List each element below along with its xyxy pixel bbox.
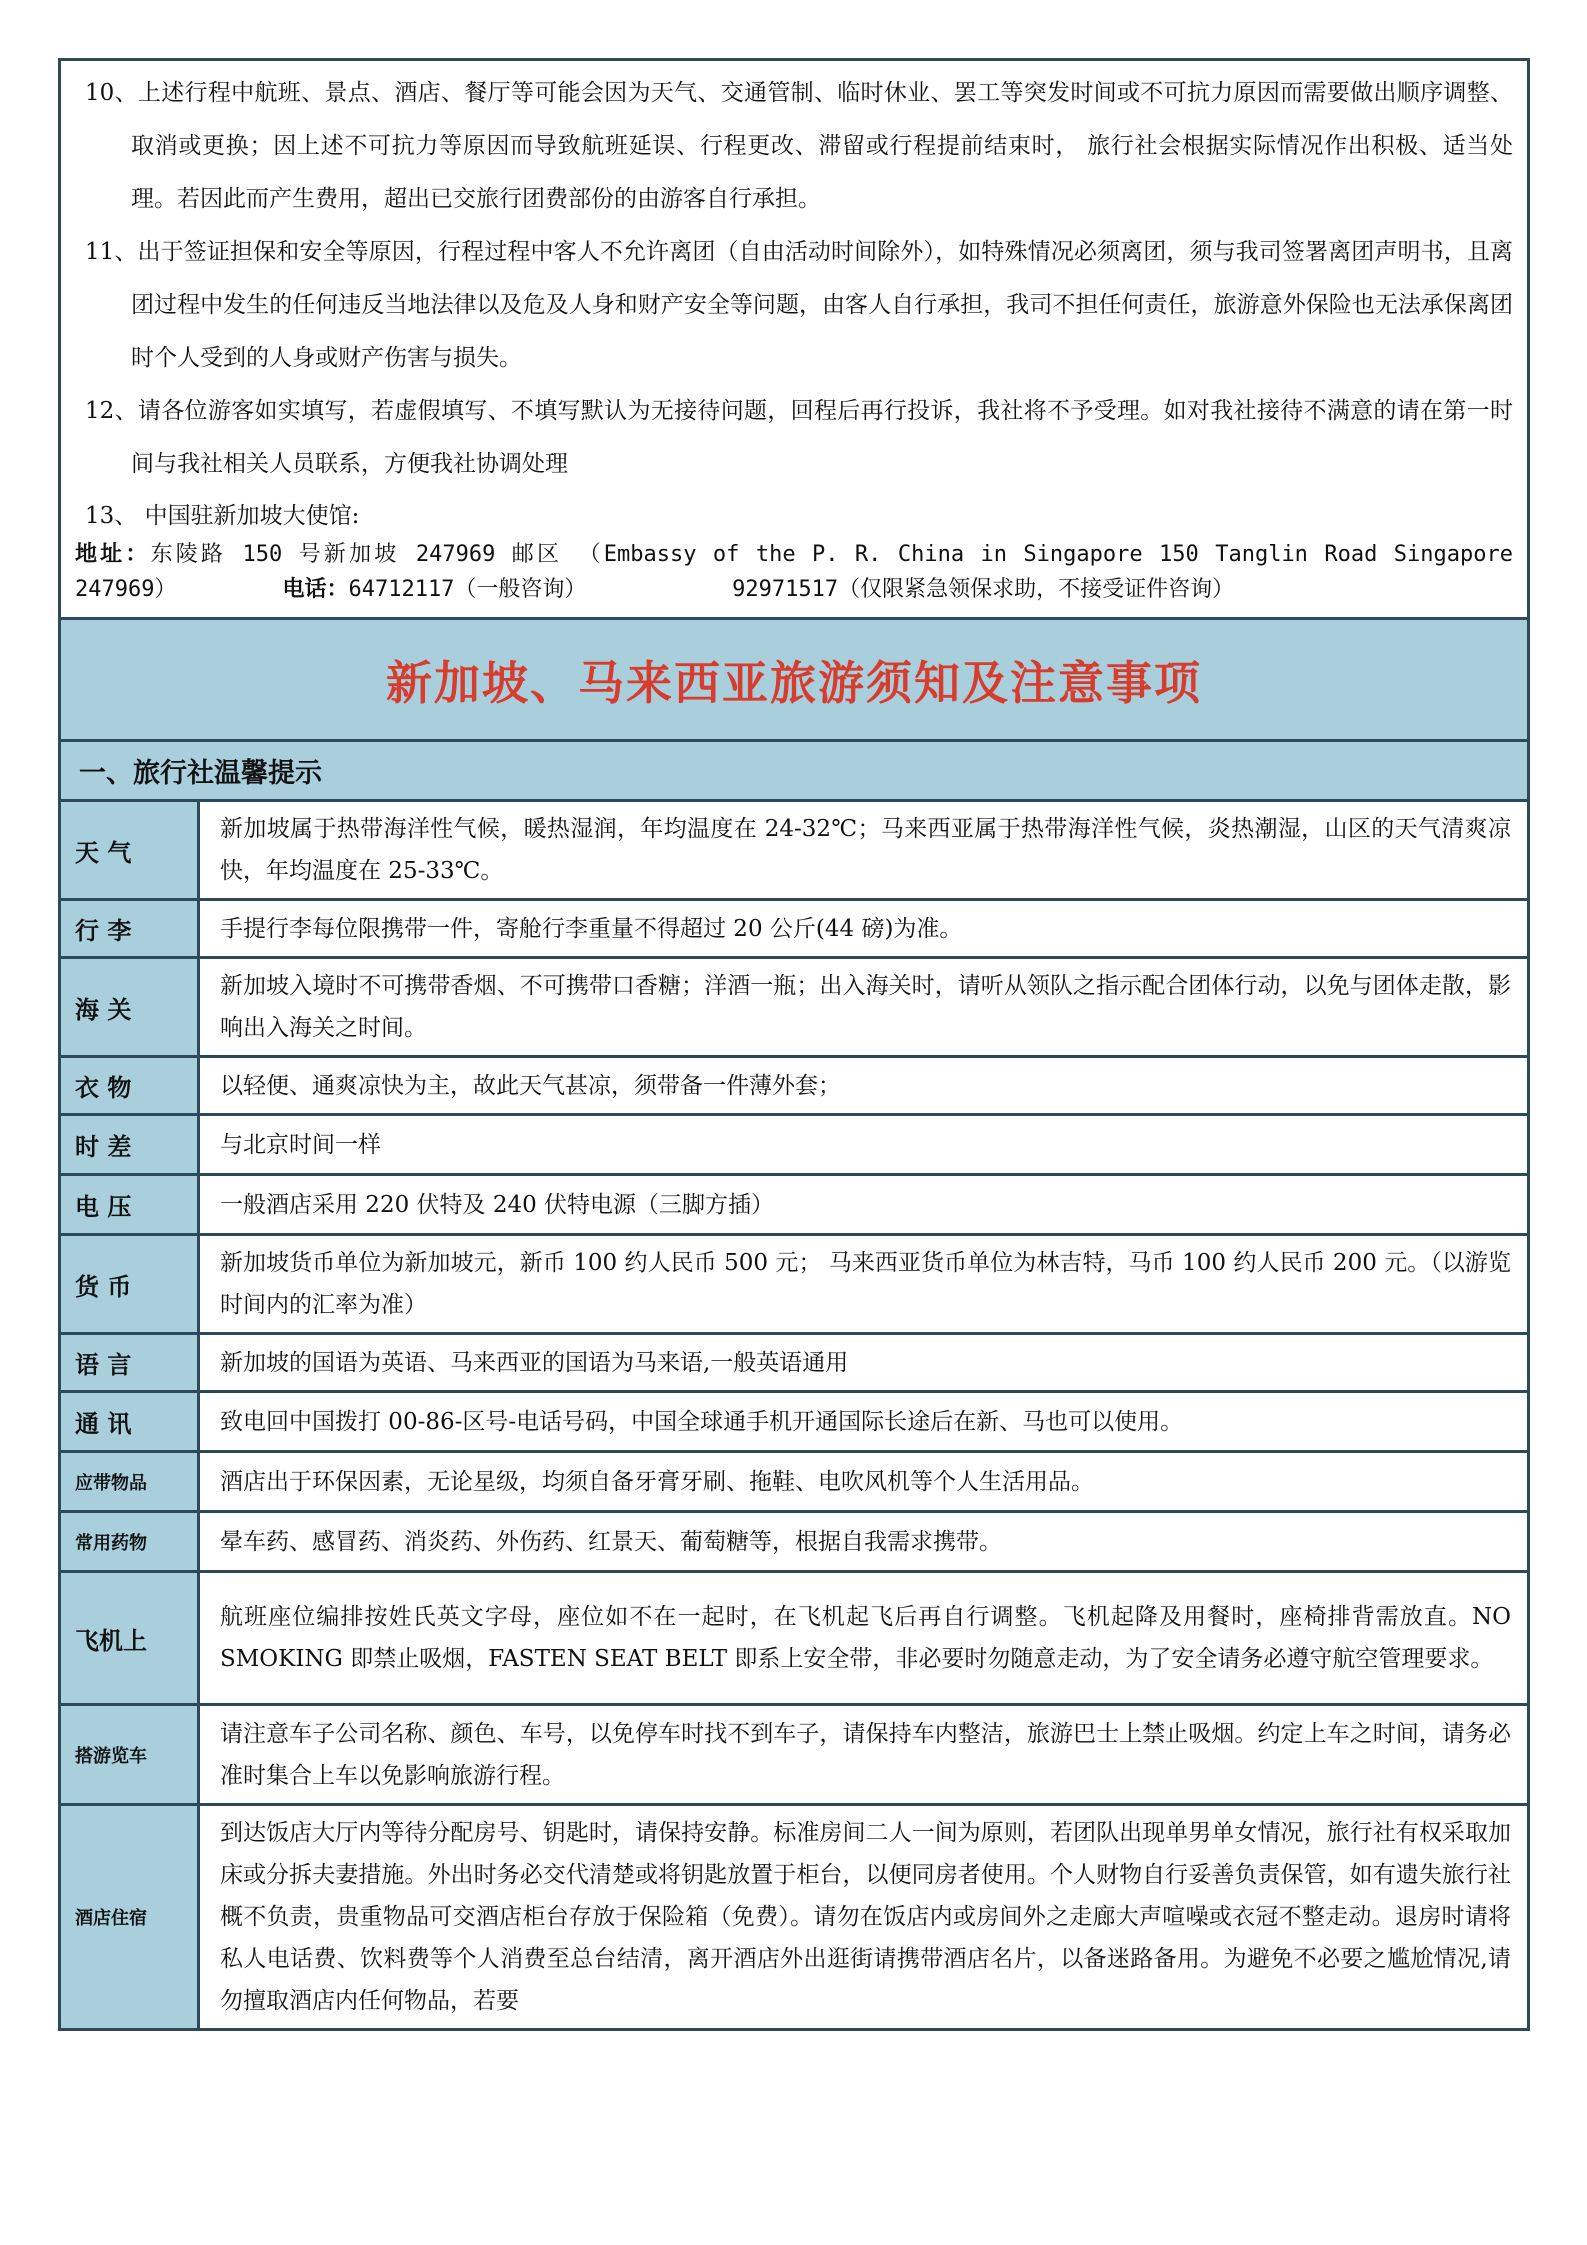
embassy-address-block: [75, 537, 1513, 607]
row-text: 航班座位编排按姓氏英文字母，座位如不在一起时，在飞机起飞后再自行调整。飞机起降及用餐时，座椅排背需放直。NO SMOKING 即禁止吸烟，FASTEN SEAT BELT 即系上安全带，非必要时勿随意走动，为了安全请务必遵守航空管理要求。: [199, 1572, 1528, 1705]
row-text: 以轻便、通爽凉快为主，故此天气甚凉，须带备一件薄外套；: [199, 1057, 1528, 1115]
row-key: 通 讯: [61, 1392, 199, 1452]
row-text: 到达饭店大厅内等待分配房号、钥匙时，请保持安静。标准房间二人一间为原则，若团队出现单男单女情况，旅行社有权采取加床或分拆夫妻措施。外出时务必交代清楚或将钥匙放置于柜台，以便同房者使用。个人财物自行妥善负责保管，如有遗失旅行社概不负责，贵重物品可交酒店柜台存放于保险箱（免费）。请勿在饭店内或房间外之走廊大声喧噪或衣冠不整走动。退房时请将私人电话费、饮料费等个人消费至总台结清，离开酒店外出逛街请携带酒店名片，以备迷路备用。为避免不必要之尴尬情况,请勿擅取酒店内任何物品，若要: [199, 1805, 1528, 2030]
table-row: [61, 1452, 1527, 1512]
phone-emergency: 92971517（仅限紧急领保求助，不接受证件咨询）: [732, 577, 1235, 602]
row-key: 行 李: [61, 900, 199, 958]
note-paragraph-11: 11、出于签证担保和安全等原因，行程过程中客人不允许离团（自由活动时间除外），如特殊情况必须离团，须与我司签署离团声明书，且离团过程中发生的任何违反当地法律以及危及人身和财产安全等问题，由客人自行承担，我司不担任何责任，旅游意外保险也无法承保离团时个人受到的人身或财产伤害与损失。: [85, 239, 1513, 371]
page-title: 新加坡、马来西亚旅游须知及注意事项: [386, 655, 1202, 710]
table-row: [61, 1572, 1527, 1705]
table-row: [61, 1805, 1527, 2030]
table-row: [61, 1175, 1527, 1235]
row-text: 手提行李每位限携带一件，寄舱行李重量不得超过 20 公斤(44 磅)为准。: [199, 900, 1528, 958]
row-text: 致电回中国拨打 00-86-区号-电话号码，中国全球通手机开通国际长途后在新、马也可以使用。: [199, 1392, 1528, 1452]
row-text: 新加坡货币单位为新加坡元，新币 100 约人民币 500 元； 马来西亚货币单位为林吉特，马币 100 约人民币 200 元。（以游览时间内的汇率为准）: [199, 1235, 1528, 1334]
row-text: 晕车药、感冒药、消炎药、外伤药、红景天、葡萄糖等，根据自我需求携带。: [199, 1512, 1528, 1572]
embassy-address: 东陵路 150 号新加坡 247969 邮区 （Embassy of the P. R. China in Singapore 150 Tanglin Road Singapore 247969）: [75, 542, 1513, 602]
row-text: 与北京时间一样: [199, 1115, 1528, 1175]
row-key: 海 关: [61, 958, 199, 1057]
row-text: 酒店出于环保因素，无论星级，均须自备牙膏牙刷、拖鞋、电吹风机等个人生活用品。: [199, 1452, 1528, 1512]
table-row: [61, 1705, 1527, 1805]
row-text: 一般酒店采用 220 伏特及 240 伏特电源（三脚方插）: [199, 1175, 1528, 1235]
row-key: 语 言: [61, 1334, 199, 1392]
row-text: 新加坡入境时不可携带香烟、不可携带口香糖；洋酒一瓶；出入海关时，请听从领队之指示配合团体行动，以免与团体走散，影响出入海关之时间。: [199, 958, 1528, 1057]
row-key: 飞机上: [61, 1572, 199, 1705]
title-banner: [61, 620, 1527, 742]
row-key: 搭游览车: [61, 1705, 199, 1805]
notes-block: [61, 61, 1527, 620]
document-frame: [58, 58, 1530, 2031]
row-key: 货 币: [61, 1235, 199, 1334]
row-text: 请注意车子公司名称、颜色、车号，以免停车时找不到车子，请保持车内整洁，旅游巴士上禁止吸烟。约定上车之时间，请务必准时集合上车以免影响旅游行程。: [199, 1705, 1528, 1805]
phone-general: 64712117（一般咨询）: [348, 577, 587, 602]
address-label: 地址：: [75, 542, 151, 567]
table-row: [61, 1392, 1527, 1452]
embassy-title: 13、 中国驻新加坡大使馆:: [85, 503, 360, 529]
note-paragraph-12: 12、请各位游客如实填写，若虚假填写、不填写默认为无接待问题，回程后再行投诉，我社将不予受理。如对我社接待不满意的请在第一时间与我社相关人员联系，方便我社协调处理: [85, 398, 1513, 477]
row-text: 新加坡的国语为英语、马来西亚的国语为马来语,一般英语通用: [199, 1334, 1528, 1392]
row-key: 常用药物: [61, 1512, 199, 1572]
table-row: [61, 900, 1527, 958]
table-row: [61, 1235, 1527, 1334]
note-paragraph-10: 10、上述行程中航班、景点、酒店、餐厅等可能会因为天气、交通管制、临时休业、罢工等突发时间或不可抗力原因而需要做出顺序调整、取消或更换；因上述不可抗力等原因而导致航班延误、行程更改、滞留或行程提前结束时， 旅行社会根据实际情况作出积极、适当处理。若因此而产生费用，超出已交旅行团费部份的由游客自行承担。: [85, 80, 1513, 212]
table-row: [61, 1057, 1527, 1115]
table-row: [61, 1115, 1527, 1175]
phone-label: 电话：: [282, 577, 349, 602]
table-row: [61, 958, 1527, 1057]
row-key: 电 压: [61, 1175, 199, 1235]
tips-table: [61, 802, 1527, 2031]
table-row: [61, 1334, 1527, 1392]
table-row: [61, 802, 1527, 900]
row-key: 时 差: [61, 1115, 199, 1175]
row-key: 衣 物: [61, 1057, 199, 1115]
row-key: 酒店住宿: [61, 1805, 199, 2030]
row-text: 新加坡属于热带海洋性气候，暖热湿润，年均温度在 24-32℃；马来西亚属于热带海洋性气候，炎热潮湿，山区的天气清爽凉快，年均温度在 25-33℃。: [199, 802, 1528, 900]
section-heading: 一、旅行社温馨提示: [61, 742, 1527, 802]
row-key: 应带物品: [61, 1452, 199, 1512]
table-row: [61, 1512, 1527, 1572]
row-key: 天 气: [61, 802, 199, 900]
